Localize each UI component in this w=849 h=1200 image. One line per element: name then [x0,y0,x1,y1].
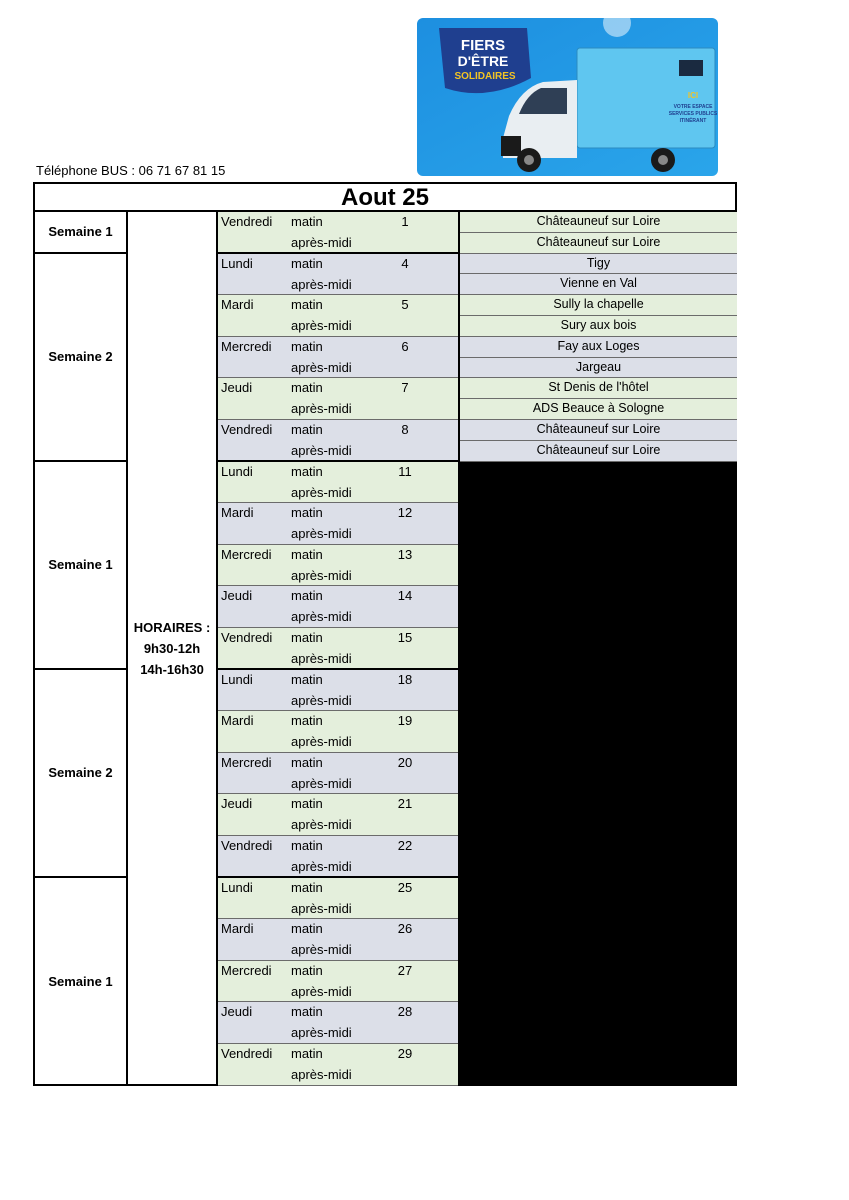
morning-label: matin [291,463,323,479]
day-date: 22 [397,838,413,853]
hours-label: HORAIRES : [133,619,211,635]
day-name: Jeudi [221,796,253,812]
day-date: 21 [397,796,413,812]
truck-text-line4: ITINÉRANT [679,118,707,124]
hours-morning: 9h30-12h [143,640,201,656]
afternoon-label: après-midi [291,651,352,666]
morning-label: matin [291,838,323,853]
day-date: 13 [397,546,413,562]
morning-label: matin [291,671,323,687]
day-row [218,1002,458,1044]
morning-label: matin [291,505,323,521]
morning-label: matin [291,380,323,396]
day-row [218,919,458,961]
afternoon-label: après-midi [291,775,352,791]
day-name: Mercredi [221,546,272,562]
hours-cell [126,212,218,1084]
day-date: 5 [401,297,409,313]
afternoon-label: après-midi [291,526,352,542]
afternoon-label: après-midi [291,817,352,833]
truck-text-line1: ICI [687,91,699,100]
day-date: 8 [401,422,409,437]
location-morning: Fay aux Loges [460,337,737,358]
morning-label: matin [291,546,323,562]
day-name: Mardi [221,297,254,313]
day-name: Jeudi [221,380,253,396]
week-label: Semaine 2 [35,254,126,462]
afternoon-label: après-midi [291,567,352,583]
month-title: Aout 25 [35,184,735,212]
morning-label: matin [291,1004,323,1020]
day-date: 25 [397,879,413,895]
week-label: Semaine 1 [35,212,126,254]
day-date: 7 [401,380,409,396]
location-morning: St Denis de l'hôtel [460,378,737,399]
afternoon-label: après-midi [291,276,352,292]
location-afternoon: ADS Beauce à Sologne [460,399,737,420]
phone-number: Téléphone BUS : 06 71 67 81 15 [36,163,226,178]
afternoon-label: après-midi [291,859,352,874]
location-column [458,212,737,1084]
location-afternoon: Sury aux bois [460,316,737,337]
morning-label: matin [291,255,323,271]
location-afternoon: Châteauneuf sur Loire [460,233,737,254]
day-row [218,337,458,379]
day-name: Mercredi [221,962,272,978]
day-name: Mercredi [221,338,272,354]
morning-label: matin [291,630,323,645]
banner-image [417,18,718,176]
day-date: 11 [398,463,412,479]
day-date: 26 [397,921,413,937]
schedule-table [33,182,737,1086]
day-name: Lundi [221,879,253,895]
morning-label: matin [291,422,323,437]
morning-label: matin [291,297,323,313]
morning-label: matin [291,796,323,812]
day-name: Vendredi [221,422,273,437]
afternoon-label: après-midi [291,983,352,999]
afternoon-label: après-midi [291,443,352,458]
day-row [218,836,458,878]
slogan-line3: SOLIDAIRES [454,71,516,82]
day-row [218,462,458,504]
day-row [218,628,458,670]
day-date: 18 [397,671,413,687]
afternoon-label: après-midi [291,401,352,417]
morning-label: matin [291,588,323,604]
morning-label: matin [291,962,323,978]
location-afternoon: Châteauneuf sur Loire [460,441,737,462]
afternoon-label: après-midi [291,235,352,250]
day-date: 12 [397,505,413,521]
day-name: Mardi [221,505,254,521]
morning-label: matin [291,1046,323,1061]
day-row [218,212,458,254]
day-name: Vendredi [221,838,273,853]
day-name: Lundi [221,255,253,271]
day-name: Lundi [221,671,253,687]
morning-label: matin [291,754,323,770]
day-column [218,212,458,1084]
afternoon-label: après-midi [291,692,352,708]
day-row [218,878,458,920]
week-column [35,212,126,1084]
week-label: Semaine 2 [35,670,126,878]
day-row [218,420,458,462]
day-date: 14 [397,588,413,604]
day-date: 15 [397,630,413,645]
morning-label: matin [291,214,323,229]
afternoon-label: après-midi [291,1025,352,1041]
day-date: 1 [401,214,409,229]
slogan-badge [439,28,531,93]
day-row [218,711,458,753]
day-date: 28 [397,1004,413,1020]
day-row [218,254,458,296]
day-name: Jeudi [221,1004,253,1020]
day-date: 20 [397,754,413,770]
day-date: 29 [397,1046,413,1061]
day-row [218,753,458,795]
morning-label: matin [291,879,323,895]
day-name: Jeudi [221,588,253,604]
slogan-line2: D'ÊTRE [457,53,509,69]
day-date: 27 [397,962,413,978]
truck-text-line3: SERVICES PUBLICS [668,111,718,117]
day-row [218,503,458,545]
location-morning: Châteauneuf sur Loire [460,212,737,233]
day-row [218,670,458,712]
hours-afternoon: 14h-16h30 [140,661,204,677]
truck-text-line2: VOTRE ESPACE [673,104,713,110]
morning-label: matin [291,713,323,729]
day-row [218,961,458,1003]
location-afternoon: Jargeau [460,358,737,379]
week-label: Semaine 1 [48,974,113,990]
day-date: 19 [397,713,413,729]
day-date: 6 [401,338,409,354]
afternoon-label: après-midi [291,942,352,958]
week-label: Semaine 1 [35,462,126,670]
morning-label: matin [291,921,323,937]
slogan-line1: FIERS [460,37,506,54]
afternoon-label: après-midi [291,609,352,625]
day-name: Vendredi [221,214,273,229]
day-name: Vendredi [221,1046,273,1061]
afternoon-label: après-midi [291,1067,352,1082]
day-row [218,378,458,420]
day-name: Mercredi [221,754,272,770]
day-name: Mardi [221,713,254,729]
day-row [218,1044,458,1086]
location-morning: Tigy [460,254,737,275]
day-name: Vendredi [221,630,273,645]
afternoon-label: après-midi [291,484,352,500]
day-row [218,586,458,628]
afternoon-label: après-midi [291,734,352,750]
afternoon-label: après-midi [291,318,352,334]
afternoon-label: après-midi [291,359,352,375]
day-row [218,545,458,587]
day-row [218,295,458,337]
location-morning: Sully la chapelle [460,295,737,316]
day-name: Mardi [221,921,254,937]
day-name: Lundi [221,463,253,479]
morning-label: matin [291,338,323,354]
location-morning: Châteauneuf sur Loire [460,420,737,441]
afternoon-label: après-midi [291,900,352,916]
day-date: 4 [401,255,409,271]
day-row [218,794,458,836]
location-afternoon: Vienne en Val [460,274,737,295]
